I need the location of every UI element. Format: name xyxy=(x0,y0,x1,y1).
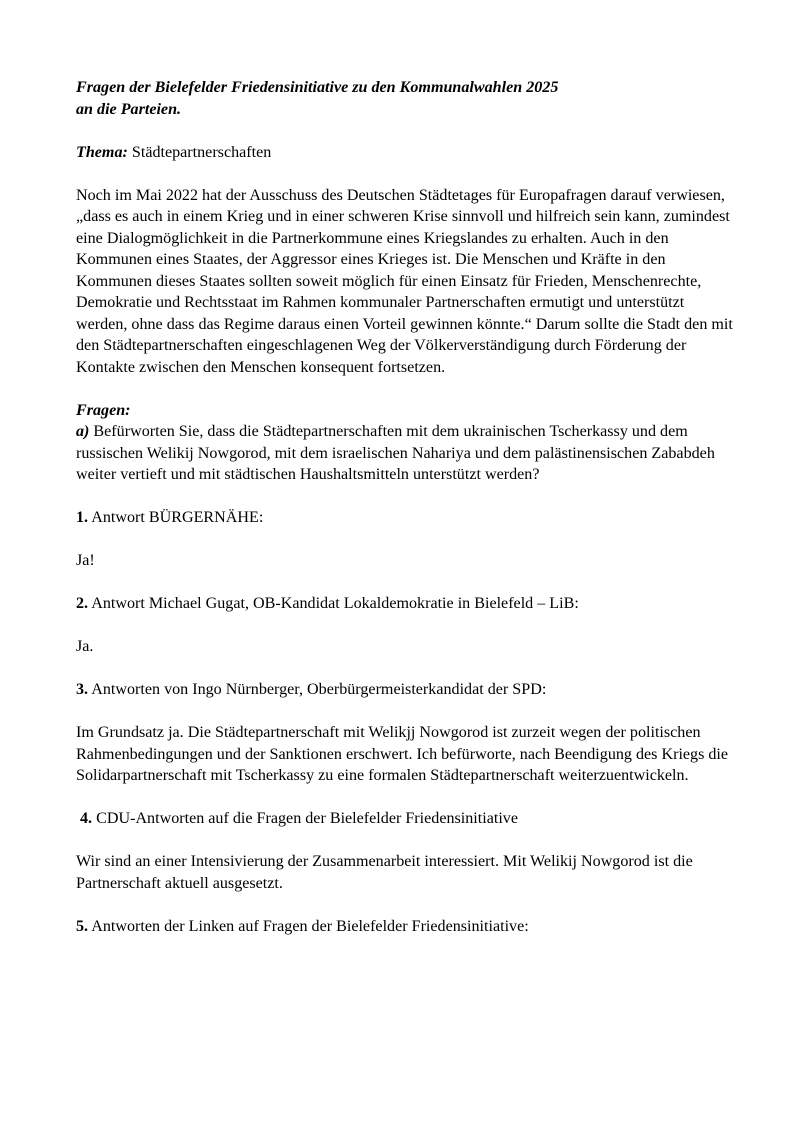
answer-1-number: 1. xyxy=(76,509,89,526)
answer-3-title: Antworten von Ingo Nürnberger, Oberbürgermeisterkandidat der SPD: xyxy=(88,681,547,698)
question-a xyxy=(76,421,736,486)
answer-5-title: Antworten der Linken auf Fragen der Bielefelder Friedensinitiative: xyxy=(88,917,529,935)
answer-1-body: Ja! xyxy=(76,552,95,569)
document-title-line-1: Fragen der Bielefelder Friedensinitiative zu den Kommunalwahlen 2025 xyxy=(76,79,559,96)
answer-3-body: Im Grundsatz ja. Die Städtepartnerschaft mit Welikjj Nowgorod ist zurzeit wegen der politischen Rahmenbedingungen und der Sanktionen erschwert. Ich befürworte, nach Beendigung des Kriegs die Solidarpartnerschaft mit Tscherkassy zu eine formalen Städtepartnerschaft weiterzuentwickeln. xyxy=(76,724,729,784)
answer-4-body: Wir sind an einer Intensivierung der Zusammenarbeit interessiert. Mit Welikij Nowgorod ist die Partnerschaft aktuell ausgesetzt. xyxy=(76,853,693,892)
questions-heading: Fragen: xyxy=(76,401,131,419)
question-a-text: Befürworten Sie, dass die Städtepartnerschaften mit dem ukrainischen Tscherkassy und dem russischen Welikij Nowgorod, mit dem israelischen Nahariya und dem palästinensischen Zababdeh weiter vertieft und mit städtischen Haushaltsmitteln unterstützt werden? xyxy=(76,423,715,483)
answer-4-heading xyxy=(76,808,736,830)
theme-line xyxy=(76,142,736,164)
answer-5-heading xyxy=(76,916,736,938)
document-page xyxy=(76,77,736,937)
answer-1-title: Antwort BÜRGERNÄHE: xyxy=(88,509,264,526)
document-title xyxy=(76,77,736,120)
answer-2-heading xyxy=(76,593,736,615)
theme-label: Thema: xyxy=(76,143,128,161)
answer-4-number: 4. xyxy=(80,810,93,827)
theme-value: Städtepartnerschaften xyxy=(131,143,272,161)
answer-3-heading xyxy=(76,679,736,701)
document-title-line-2: an die Parteien. xyxy=(76,100,182,118)
answer-2-body: Ja. xyxy=(76,638,94,655)
answer-3-number: 3. xyxy=(76,681,89,698)
intro-paragraph: Noch im Mai 2022 hat der Ausschuss des Deutschen Städtetages für Europafragen darauf verwiesen, „dass es auch in einem Krieg und in einer schweren Krise sinnvoll und hilfreich sein kann, zumindest eine Dialogmöglichkeit in die Partnerkommune eines Kriegslandes zu erhalten. Auch in den Kommunen eines Staates, der Aggressor eines Krieges ist. Die Menschen und Kräfte in den Kommunen dieses Staates sollten soweit möglich für einen Einsatz für Frieden, Menschenrechte, Demokratie und Rechtsstaat im Rahmen kommunaler Partnerschaften ermutigt und unterstützt werden, ohne dass das Regime daraus einen Vorteil gewinnen könnte.“ Darum sollte die Stadt den mit den Städtepartnerschaften eingeschlagenen Weg der Völkerverständigung durch Förderung der Kontakte zwischen den Menschen konsequent fortsetzen. xyxy=(76,186,733,376)
answer-2-title: Antwort Michael Gugat, OB-Kandidat Lokaldemokratie in Bielefeld – LiB: xyxy=(88,595,579,612)
answer-5-number: 5. xyxy=(76,917,89,935)
question-a-label: a) xyxy=(76,423,90,440)
answer-1-heading xyxy=(76,507,736,529)
answer-2-number: 2. xyxy=(76,595,89,612)
answer-4-title: CDU-Antworten auf die Fragen der Bielefelder Friedensinitiative xyxy=(92,810,518,827)
